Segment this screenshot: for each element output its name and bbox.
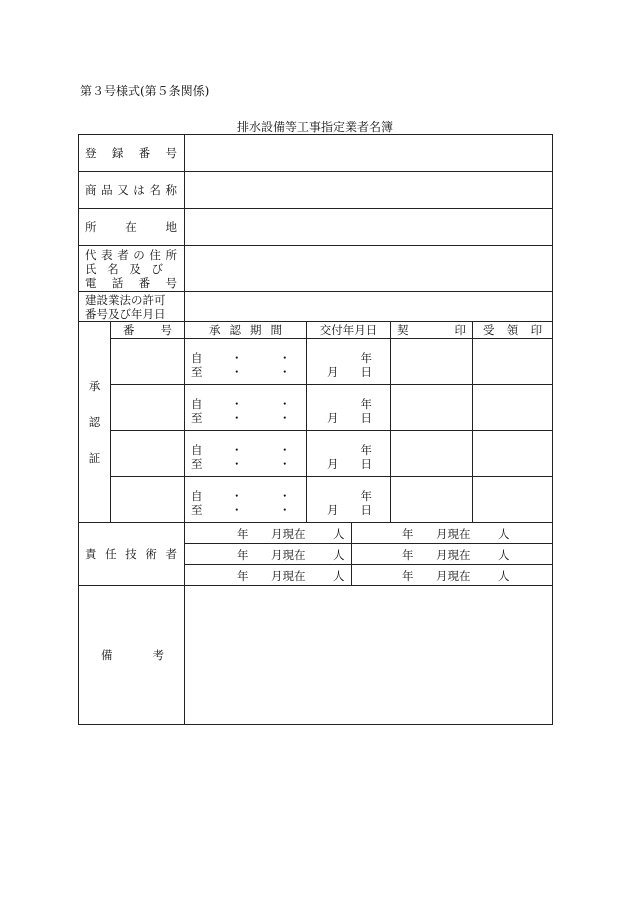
technician-row [79, 523, 553, 544]
remarks-row [79, 586, 553, 725]
approval-period-cell[interactable]: 自 ・ ・ 至 ・ ・ [185, 339, 307, 385]
representative-row [79, 246, 553, 292]
registration-number-label: 登 録 番 号 [79, 135, 185, 172]
approval-number-cell[interactable] [111, 431, 185, 477]
received-seal-header: 受 領 印 [473, 322, 553, 339]
approval-number-cell[interactable] [111, 339, 185, 385]
location-row [79, 209, 553, 246]
contract-seal-cell[interactable] [391, 385, 473, 431]
approval-period-cell[interactable]: 自 ・ ・ 至 ・ ・ [185, 477, 307, 523]
trade-name-label: 商 品 又 は 名 称 [79, 172, 185, 209]
construction-license-label: 建設業法の許可 番号及び年月日 [79, 292, 185, 322]
registration-number-row [79, 135, 553, 172]
issue-date-cell[interactable]: 年 月 日 [307, 385, 391, 431]
trade-name-row [79, 172, 553, 209]
technician-count-cell[interactable]: 年 月現在 人 [352, 544, 553, 565]
approval-header-row [79, 322, 553, 339]
technician-count-cell[interactable]: 年 月現在 人 [352, 523, 553, 544]
received-seal-cell[interactable] [473, 477, 553, 523]
remarks-field[interactable] [185, 586, 553, 725]
issue-date-cell[interactable]: 年 月 日 [307, 339, 391, 385]
remarks-label: 備 考 [79, 586, 185, 725]
approval-period-cell[interactable]: 自 ・ ・ 至 ・ ・ [185, 431, 307, 477]
received-seal-cell[interactable] [473, 431, 553, 477]
document-title: 排水設備等工事指定業者名簿 [236, 120, 393, 134]
approval-period-header: 承 認 期 間 [185, 322, 307, 339]
technician-count-cell[interactable]: 年 月現在 人 [185, 544, 352, 565]
trade-name-field[interactable] [185, 172, 553, 209]
approval-number-header: 番 号 [111, 322, 185, 339]
approval-number-cell[interactable] [111, 385, 185, 431]
construction-license-field[interactable] [185, 292, 553, 322]
contract-seal-header: 契 印 [391, 322, 473, 339]
representative-field[interactable] [185, 246, 553, 292]
approval-row [79, 385, 553, 431]
registration-number-field[interactable] [185, 135, 553, 172]
technician-count-cell[interactable]: 年 月現在 人 [185, 565, 352, 586]
issue-date-cell[interactable]: 年 月 日 [307, 477, 391, 523]
form-number: 第３号様式(第５条関係) [80, 84, 210, 98]
received-seal-cell[interactable] [473, 385, 553, 431]
registry-table [78, 134, 553, 725]
approval-number-cell[interactable] [111, 477, 185, 523]
approval-certificate-label: 承 認 証 [79, 322, 111, 523]
approval-row [79, 339, 553, 385]
received-seal-cell[interactable] [473, 339, 553, 385]
representative-label: 代 表 者 の 住 所 氏 名 及 び 電 話 番 号 [79, 246, 185, 292]
contract-seal-cell[interactable] [391, 431, 473, 477]
approval-row [79, 477, 553, 523]
approval-row [79, 431, 553, 477]
approval-period-cell[interactable]: 自 ・ ・ 至 ・ ・ [185, 385, 307, 431]
contract-seal-cell[interactable] [391, 339, 473, 385]
technician-count-cell[interactable]: 年 月現在 人 [185, 523, 352, 544]
responsible-technician-label: 責 任 技 術 者 [79, 523, 185, 586]
location-field[interactable] [185, 209, 553, 246]
issue-date-header: 交付年月日 [307, 322, 391, 339]
construction-license-row [79, 292, 553, 322]
technician-count-cell[interactable]: 年 月現在 人 [352, 565, 553, 586]
issue-date-cell[interactable]: 年 月 日 [307, 431, 391, 477]
contract-seal-cell[interactable] [391, 477, 473, 523]
location-label: 所 在 地 [79, 209, 185, 246]
